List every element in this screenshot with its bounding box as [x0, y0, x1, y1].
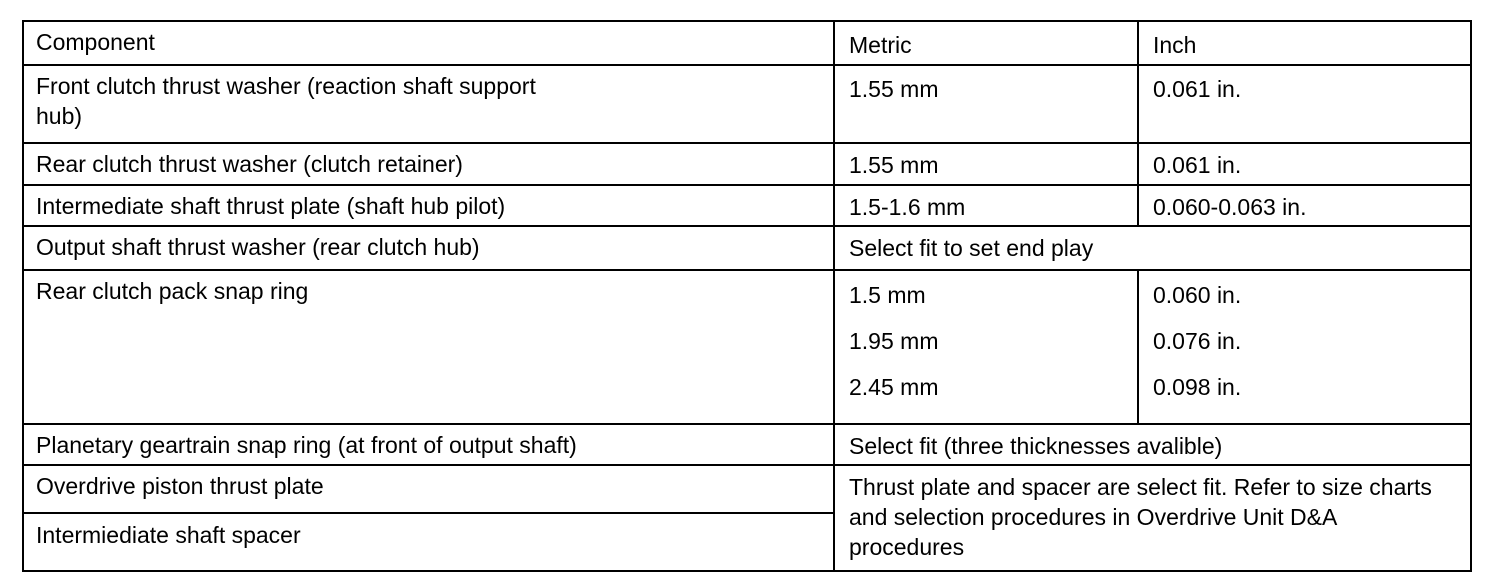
inch-cell: 0.061 in.: [1138, 65, 1471, 143]
component-cell: Output shaft thrust washer (rear clutch hub): [23, 226, 834, 270]
table-header-row: [23, 21, 1471, 65]
metric-cell: 1.55 mm: [834, 143, 1138, 185]
inch-value-list: [1153, 276, 1460, 402]
component-cell: Overdrive piston thrust plate: [23, 465, 834, 513]
table-row: [23, 424, 1471, 465]
component-cell: [23, 65, 834, 143]
component-cell: Intermiediate shaft spacer: [23, 513, 834, 571]
table-row: [23, 226, 1471, 270]
metric-cell: 1.55 mm: [834, 65, 1138, 143]
inch-value: 0.060 in.: [1153, 282, 1242, 308]
metric-value: 2.45 mm: [849, 374, 939, 400]
table-row: [23, 185, 1471, 226]
table-row: [23, 270, 1471, 424]
spec-note-cell: Thrust plate and spacer are select fit. Refer to size charts and selection procedures in Overdrive Unit D&A procedures: [834, 465, 1471, 571]
header-inch: Inch: [1138, 21, 1471, 65]
inch-value: 0.098 in.: [1153, 374, 1242, 400]
thrust-washer-spec-table: [22, 20, 1472, 572]
header-metric: Metric: [834, 21, 1138, 65]
metric-cell: 1.5-1.6 mm: [834, 185, 1138, 226]
inch-cell: 0.061 in.: [1138, 143, 1471, 185]
table-row: [23, 143, 1471, 185]
inch-cell: [1138, 270, 1471, 424]
header-component: Component: [23, 21, 834, 65]
component-label: Front clutch thrust washer (reaction shaft support hub): [36, 73, 536, 129]
metric-value: 1.95 mm: [849, 328, 939, 354]
component-cell: Intermediate shaft thrust plate (shaft hub pilot): [23, 185, 834, 226]
spec-note-cell: Select fit (three thicknesses avalible): [834, 424, 1471, 465]
inch-value: 0.076 in.: [1153, 328, 1242, 354]
metric-value: 1.5 mm: [849, 282, 926, 308]
spec-sheet: [22, 20, 1470, 568]
component-cell: Rear clutch pack snap ring: [23, 270, 834, 424]
metric-value-list: [849, 276, 1127, 402]
metric-cell: [834, 270, 1138, 424]
table-row: [23, 65, 1471, 143]
component-cell: Planetary geartrain snap ring (at front of output shaft): [23, 424, 834, 465]
table-row: [23, 465, 1471, 513]
inch-cell: 0.060-0.063 in.: [1138, 185, 1471, 226]
spec-note-cell: Select fit to set end play: [834, 226, 1471, 270]
component-cell: Rear clutch thrust washer (clutch retainer): [23, 143, 834, 185]
